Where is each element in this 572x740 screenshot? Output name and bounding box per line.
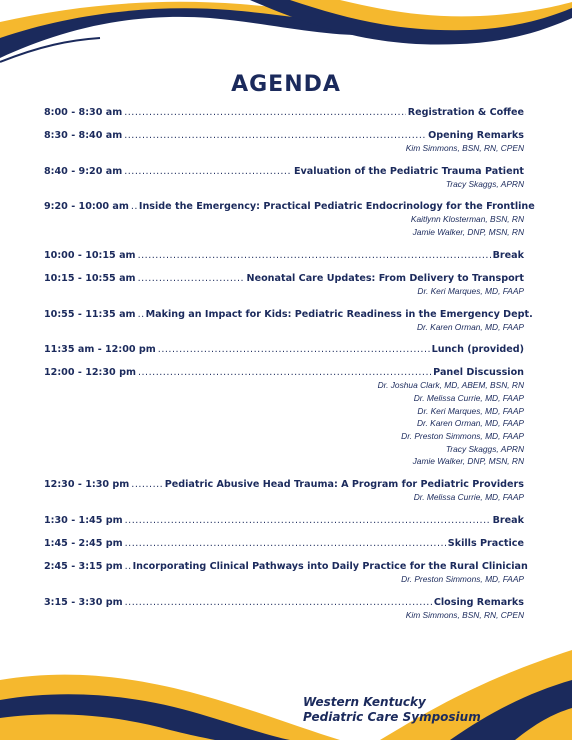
- speaker-name: Dr. Melissa Currie, MD, FAAP: [413, 392, 524, 403]
- session-title: Closing Remarks: [433, 596, 524, 608]
- agenda-row: [44, 165, 524, 178]
- speaker-name: Tracy Skaggs, APRN: [445, 178, 524, 189]
- session-time: 1:30 - 1:45 pm: [44, 514, 123, 526]
- agenda-row: [44, 560, 528, 573]
- dot-leader: [138, 272, 245, 285]
- session-time: 8:40 - 9:20 am: [44, 165, 123, 177]
- speaker-name: Dr. Melissa Currie, MD, FAAP: [413, 492, 524, 503]
- dot-leader: [124, 106, 405, 119]
- agenda-row: [44, 129, 524, 142]
- dot-leader: [125, 596, 432, 609]
- agenda-item: [44, 537, 524, 550]
- session-time: 10:00 - 10:15 am: [44, 249, 136, 261]
- session-time: 12:00 - 12:30 pm: [44, 367, 136, 379]
- session-title: Making an Impact for Kids: Pediatric Readiness in the Emergency Dept.: [145, 308, 533, 320]
- session-time: 10:15 - 10:55 am: [44, 272, 136, 284]
- bottom-wave-decoration: [0, 640, 572, 740]
- agenda-row: [44, 272, 524, 285]
- dot-leader: [125, 514, 491, 527]
- dot-leader: [138, 249, 491, 262]
- top-wave-decoration: [0, 0, 572, 120]
- dot-leader: [138, 366, 431, 379]
- agenda-item: [44, 478, 524, 504]
- agenda-item: [44, 272, 524, 298]
- page-title: AGENDA: [231, 72, 341, 97]
- agenda-row: [44, 200, 535, 213]
- session-time: 11:35 am - 12:00 pm: [44, 344, 156, 356]
- session-time: 2:45 - 3:15 pm: [44, 560, 123, 572]
- session-time: 3:15 - 3:30 pm: [44, 596, 123, 608]
- dot-leader: [125, 537, 446, 550]
- dot-leader: [131, 200, 137, 213]
- session-title: Break: [492, 514, 524, 526]
- session-title: Evaluation of the Pediatric Trauma Patient: [293, 165, 524, 177]
- session-title: Panel Discussion: [433, 367, 524, 379]
- session-title: Registration & Coffee: [407, 107, 524, 118]
- agenda-row: [44, 106, 524, 119]
- speaker-name: Kim Simmons, BSN, RN, CPEN: [405, 143, 524, 153]
- speaker-name: Dr. Karen Orman, MD, FAAP: [416, 321, 524, 332]
- dot-leader: [131, 478, 162, 491]
- session-title: Neonatal Care Updates: From Delivery to Transport: [246, 272, 524, 284]
- agenda-row: [44, 596, 524, 609]
- agenda-item: [44, 165, 524, 191]
- speaker-name: Dr. Karen Orman, MD, FAAP: [416, 418, 524, 429]
- speaker-name: Tracy Skaggs, APRN: [445, 443, 524, 454]
- session-time: 8:30 - 8:40 am: [44, 130, 123, 141]
- agenda-item: [44, 366, 524, 468]
- session-time: 8:00 - 8:30 am: [44, 107, 123, 118]
- agenda-item: [44, 129, 524, 155]
- session-title: Skills Practice: [447, 537, 524, 549]
- speaker-name: Dr. Preston Simmons, MD, FAAP: [401, 431, 524, 442]
- speaker-name: Dr. Joshua Clark, MD, ABEM, BSN, RN: [377, 380, 524, 391]
- session-time: 12:30 - 1:30 pm: [44, 479, 130, 491]
- footer-line-2: Pediatric Care Symposium: [303, 710, 481, 724]
- agenda-row: [44, 478, 524, 491]
- speaker-name: Dr. Preston Simmons, MD, FAAP: [401, 573, 524, 584]
- agenda-item: [44, 308, 533, 334]
- agenda-item: [44, 343, 524, 356]
- agenda-row: [44, 366, 524, 379]
- dot-leader: [124, 129, 426, 142]
- session-time: 9:20 - 10:00 am: [44, 201, 129, 213]
- agenda-row: [44, 249, 524, 262]
- agenda-item: [44, 596, 524, 622]
- session-title: Incorporating Clinical Pathways into Daily Practice for the Rural Clinician: [132, 560, 528, 572]
- agenda-list: [44, 106, 535, 631]
- speaker-name: Dr. Keri Marques, MD, FAAP: [417, 405, 524, 416]
- agenda-item: [44, 514, 524, 527]
- agenda-item: [44, 106, 524, 119]
- speaker-name: Kaitlynn Klosterman, BSN, RN: [410, 214, 524, 225]
- agenda-row: [44, 308, 533, 321]
- agenda-item: [44, 560, 528, 586]
- dot-leader: [138, 308, 144, 321]
- session-title: Opening Remarks: [428, 130, 524, 141]
- session-title: Lunch (provided): [431, 344, 524, 356]
- footer-event-name: [303, 695, 481, 725]
- session-title: Pediatric Abusive Head Trauma: A Program for Pediatric Providers: [164, 479, 524, 491]
- footer-line-1: Western Kentucky: [303, 695, 426, 709]
- dot-leader: [124, 165, 292, 178]
- speaker-name: Dr. Keri Marques, MD, FAAP: [417, 285, 524, 296]
- speaker-name: Jamie Walker, DNP, MSN, RN: [412, 456, 524, 467]
- agenda-row: [44, 343, 524, 356]
- session-title: Break: [492, 249, 524, 261]
- dot-leader: [125, 560, 131, 573]
- agenda-item: [44, 249, 524, 262]
- speaker-name: Kim Simmons, BSN, RN, CPEN: [405, 609, 524, 620]
- agenda-row: [44, 514, 524, 527]
- dot-leader: [158, 343, 430, 356]
- session-time: 10:55 - 11:35 am: [44, 308, 136, 320]
- agenda-item: [44, 200, 535, 238]
- speaker-name: Jamie Walker, DNP, MSN, RN: [412, 227, 524, 238]
- session-time: 1:45 - 2:45 pm: [44, 537, 123, 549]
- session-title: Inside the Emergency: Practical Pediatric Endocrinology for the Frontline: [138, 201, 535, 213]
- agenda-row: [44, 537, 524, 550]
